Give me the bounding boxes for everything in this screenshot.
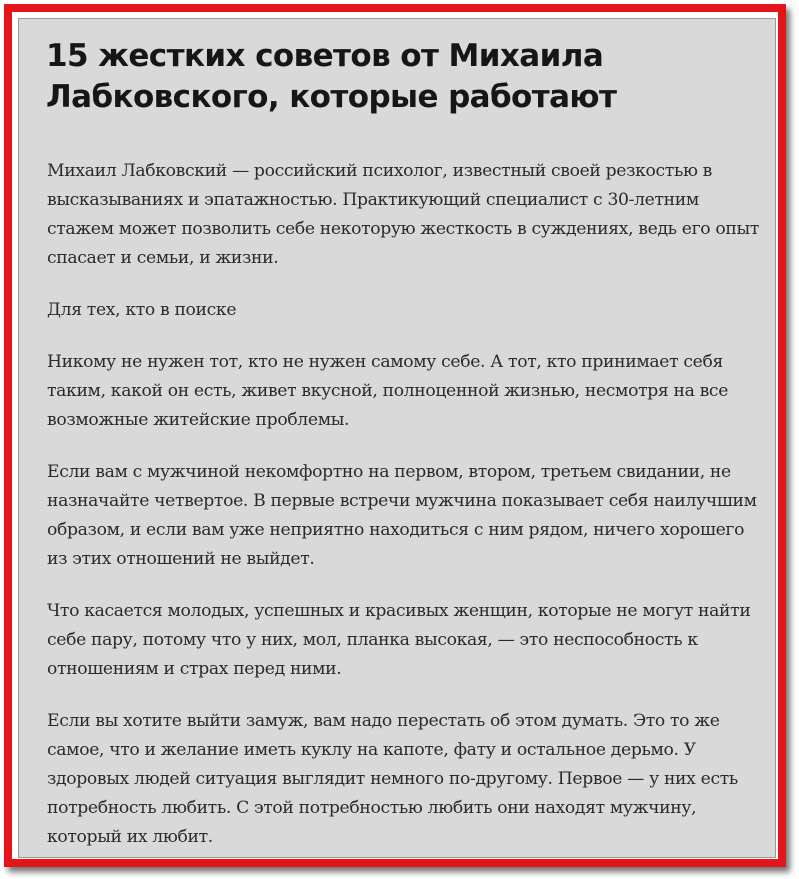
article-paragraph: Если вам с мужчиной некомфортно на первом, втором, третьем свидании, не назначайте четвертое. В первые встречи мужчина показывает себя наилучшим образом, и если вам уже неприятно находиться с ним рядом, ничего хорошего из этих отношений не выйдет.	[47, 462, 757, 569]
article-title: 15 жестких советов от Михаила Лабковского, которые работают	[46, 38, 617, 115]
article-section-heading: Для тех, кто в поиске	[47, 300, 237, 320]
article-paragraph: Что касается молодых, успешных и красивых женщин, которые не могут найти себе пару, потому что у них, мол, планка высокая, — это неспособность к отношениям и страх перед ними.	[47, 601, 751, 679]
article-paragraph: Никому не нужен тот, кто не нужен самому себе. А тот, кто принимает себя таким, какой он есть, живет вкусной, полноценной жизнью, несмотря на все возможные житейские проблемы.	[47, 352, 729, 430]
article-paragraph-intro: Михаил Лабковский — российский психолог, известный своей резкостью в высказываниях и эпатажностью. Практикующий специалист с 30-летним стажем может позволить себе некоторую жесткость в суждениях, ведь его опыт спасает и семьи, и жизни.	[47, 161, 759, 268]
article-paragraph: Если вы хотите выйти замуж, вам надо перестать об этом думать. Это то же самое, что и желание иметь куклу на капоте, фату и остальное дерьмо. У здоровых людей ситуация выглядит немного по-другому. Первое — у них есть потребность любить. С этой потребностью любить они находят мужчину, который их любит.	[47, 711, 738, 847]
article-body	[47, 157, 767, 875]
